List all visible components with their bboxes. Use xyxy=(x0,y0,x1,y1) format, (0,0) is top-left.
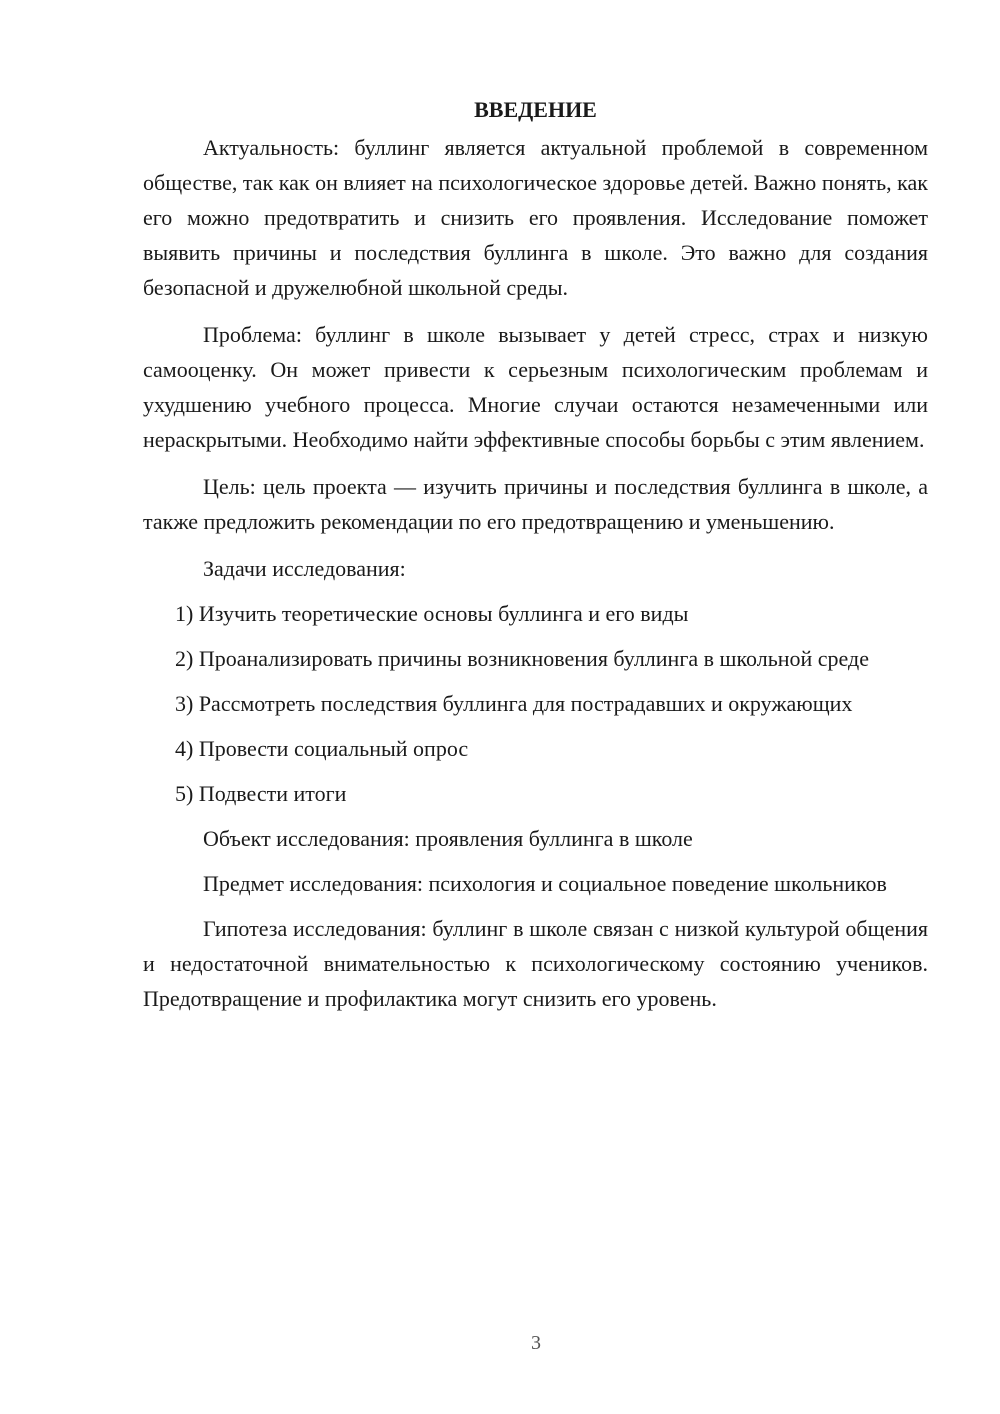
task-item-4: 4) Провести социальный опрос xyxy=(175,736,469,761)
document-page xyxy=(143,92,928,1016)
paragraph-hypothesis: Гипотеза исследования: буллинг в школе связан с низкой культурой общения и недостаточной внимательностью к психологическому состоянию учеников. Предотвращение и профилактика могут снизить его уровень. xyxy=(143,916,928,1011)
paragraph-goal: Цель: цель проекта — изучить причины и последствия буллинга в школе, а также предложить рекомендации по его предотвращению и уменьшению. xyxy=(143,474,928,534)
paragraph-object: Объект исследования: проявления буллинга в школе xyxy=(203,826,693,851)
page-title-text: ВВЕДЕНИЕ xyxy=(474,97,597,122)
page-number: 3 xyxy=(531,1332,541,1354)
task-item-1: 1) Изучить теоретические основы буллинга и его виды xyxy=(175,601,689,626)
paragraph-problem: Проблема: буллинг в школе вызывает у детей стресс, страх и низкую самооценку. Он может привести к серьезным психологическим проблемам и ухудшению учебного процесса. Многие случаи остаются незамеченными или нераскрытыми. Необходимо найти эффективные способы борьбы с этим явлением. xyxy=(143,322,928,452)
task-item-2: 2) Проанализировать причины возникновения буллинга в школьной среде xyxy=(175,646,869,671)
paragraph-relevance: Актуальность: буллинг является актуальной проблемой в современном обществе, так как он влияет на психологическое здоровье детей. Важно понять, как его можно предотвратить и снизить его проявления. Исследование поможет выявить причины и последствия буллинга в школе. Это важно для создания безопасной и дружелюбной школьной среды. xyxy=(143,135,928,300)
task-item-3: 3) Рассмотреть последствия буллинга для пострадавших и окружающих xyxy=(175,691,853,716)
tasks-heading: Задачи исследования: xyxy=(203,556,406,581)
task-item-5: 5) Подвести итоги xyxy=(175,781,347,806)
page-title xyxy=(143,92,928,127)
paragraph-subject: Предмет исследования: психология и социальное поведение школьников xyxy=(203,871,887,896)
